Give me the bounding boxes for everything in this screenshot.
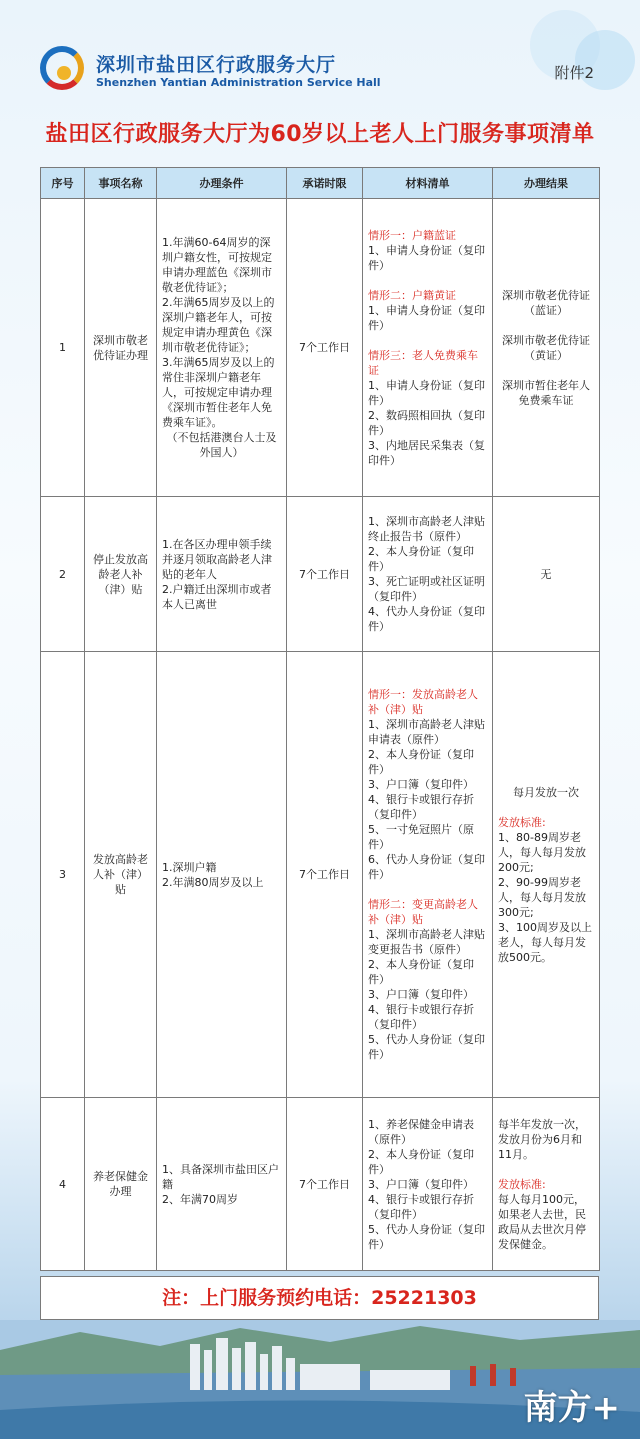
material-item: 6、代办人身份证（复印件） [368, 853, 485, 881]
row-no: 3 [41, 652, 85, 1098]
header-time: 承诺时限 [287, 168, 363, 199]
org-logo-dot-icon [57, 66, 71, 80]
result-item: 深圳市敬老优待证（蓝证） [502, 288, 590, 317]
result-item: 深圳市敬老优待证（黄证） [502, 333, 590, 362]
material-item: 1、深圳市高龄老人津贴变更报告书（原件） [368, 928, 485, 956]
condition-item: 3.年满65周岁及以上的常住非深圳户籍老年人，可按规定申请办理《深圳市暂住老年人免费乘车证》。 [162, 356, 275, 429]
row-conditions [157, 497, 287, 652]
row-conditions [157, 199, 287, 497]
table-row [41, 199, 600, 497]
condition-item: 2.户籍迁出深圳市或者本人已离世 [162, 582, 272, 611]
row-result [493, 652, 600, 1098]
result-item: 每人每月100元，如果老人去世，民政局从去世次月停发保健金。 [498, 1192, 586, 1251]
material-item: 3、户口簿（复印件） [368, 988, 474, 1001]
material-item: 4、银行卡或银行存折（复印件） [368, 1003, 474, 1031]
row-name: 发放高龄老人补（津）贴 [85, 652, 157, 1098]
material-item: 2、本人身份证（复印件） [368, 545, 474, 573]
table-row [41, 1098, 600, 1271]
material-item: 2、数码照相回执（复印件） [368, 408, 485, 437]
row-materials [363, 199, 493, 497]
material-item: 1、申请人身份证（复印件） [368, 303, 485, 332]
condition-item: 1.深圳户籍 [162, 860, 217, 874]
material-item: 3、户口簿（复印件） [368, 1177, 474, 1191]
material-item: 5、一寸免冠照片（原件） [368, 823, 474, 851]
material-item: 3、内地居民采集表（复印件） [368, 438, 485, 467]
material-item: 5、代办人身份证（复印件） [368, 1222, 485, 1251]
condition-item: 1.年满60-64周岁的深圳户籍女性，可按规定申请办理蓝色《深圳市敬老优待证》； [162, 236, 272, 294]
material-item: 2、本人身份证（复印件） [368, 1147, 474, 1176]
condition-item: 1.在各区办理申领手续并逐月领取高龄老人津贴的老年人 [162, 537, 272, 581]
result-intro: 每半年发放一次，发放月份为6月和11月。 [498, 1117, 586, 1161]
header-conditions: 办理条件 [157, 168, 287, 199]
org-name-en: Shenzhen Yantian Administration Service Hall [96, 76, 381, 89]
result-label: 发放标准: [498, 815, 546, 829]
material-item: 1、深圳市高龄老人津贴终止报告书（原件） [368, 515, 485, 543]
row-name: 养老保健金办理 [85, 1098, 157, 1271]
row-result [493, 497, 600, 652]
material-item: 4、银行卡或银行存折（复印件） [368, 1192, 474, 1221]
material-item: 2、本人身份证（复印件） [368, 748, 474, 776]
material-heading: 情形三：老人免费乘车证 [368, 348, 478, 377]
row-result [493, 1098, 600, 1271]
material-item: 4、代办人身份证（复印件） [368, 605, 485, 633]
result-item: 深圳市暂住老年人免费乘车证 [502, 378, 590, 407]
header-materials: 材料清单 [363, 168, 493, 199]
service-list-table [40, 167, 600, 1271]
row-no: 4 [41, 1098, 85, 1271]
row-time: 7个工作日 [287, 652, 363, 1098]
condition-item: 1、具备深圳市盐田区户籍 [162, 1162, 279, 1191]
row-time: 7个工作日 [287, 497, 363, 652]
condition-item: （不包括港澳台人士及外国人） [166, 431, 277, 459]
condition-item: 2.年满65周岁及以上的深圳户籍老年人，可按规定申请办理黄色《深圳市敬老优待证》； [162, 296, 275, 354]
material-item: 1、养老保健金申请表（原件） [368, 1117, 474, 1146]
result-label: 发放标准: [498, 1177, 546, 1191]
material-heading: 情形二：户籍黄证 [368, 288, 456, 302]
header-result: 办理结果 [493, 168, 600, 199]
row-name: 停止发放高龄老人补（津）贴 [85, 497, 157, 652]
result-item: 无 [540, 567, 552, 581]
result-intro: 每月发放一次 [513, 785, 579, 799]
header-name: 事项名称 [85, 168, 157, 199]
row-name: 深圳市敬老优待证办理 [85, 199, 157, 497]
org-name-cn: 深圳市盐田区行政服务大厅 [96, 54, 337, 76]
material-heading: 情形二：变更高龄老人补（津）贴 [368, 898, 478, 926]
material-item: 5、代办人身份证（复印件） [368, 1033, 485, 1061]
material-heading: 情形一：户籍蓝证 [368, 228, 456, 242]
table-row [41, 652, 600, 1098]
row-no: 2 [41, 497, 85, 652]
result-item: 3、100周岁及以上老人，每人每月发放500元。 [498, 920, 592, 964]
result-item: 1、80-89周岁老人，每人每月发放200元; [498, 830, 586, 874]
page-title: 盐田区行政服务大厅为60岁以上老人上门服务事项清单 [45, 122, 595, 147]
material-item: 1、申请人身份证（复印件） [368, 378, 485, 407]
material-item: 2、本人身份证（复印件） [368, 958, 474, 986]
row-conditions [157, 652, 287, 1098]
material-item: 3、户口簿（复印件） [368, 778, 474, 791]
table-header-row [41, 168, 600, 199]
material-item: 3、死亡证明或社区证明（复印件） [368, 575, 485, 603]
brand-watermark: 南方+ [523, 1388, 620, 1428]
condition-item: 2、年满70周岁 [162, 1192, 238, 1206]
material-heading: 情形一：发放高龄老人补（津）贴 [368, 688, 478, 716]
material-item: 1、申请人身份证（复印件） [368, 243, 485, 272]
row-no: 1 [41, 199, 85, 497]
attachment-label: 附件2 [554, 64, 594, 82]
material-item: 1、深圳市高龄老人津贴申请表（原件） [368, 718, 485, 746]
row-materials [363, 1098, 493, 1271]
table-row [41, 497, 600, 652]
row-materials [363, 652, 493, 1098]
booking-phone-note: 注：上门服务预约电话：25221303 [40, 1276, 599, 1320]
row-time: 7个工作日 [287, 1098, 363, 1271]
row-result [493, 199, 600, 497]
row-time: 7个工作日 [287, 199, 363, 497]
material-item: 4、银行卡或银行存折（复印件） [368, 793, 474, 821]
condition-item: 2.年满80周岁及以上 [162, 875, 264, 889]
row-conditions [157, 1098, 287, 1271]
row-materials [363, 497, 493, 652]
header-no: 序号 [41, 168, 85, 199]
result-item: 2、90-99周岁老人，每人每月发放300元; [498, 875, 586, 919]
